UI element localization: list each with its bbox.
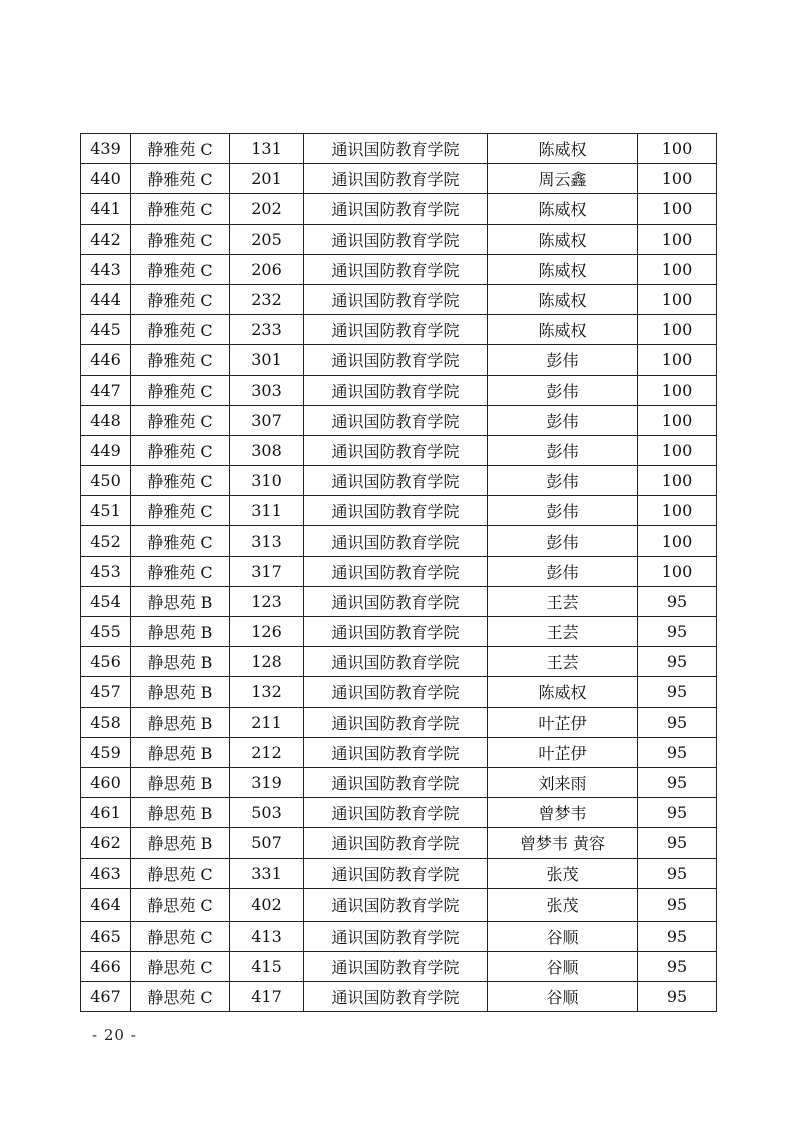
college-cell: 通识国防教育学院 [304,224,488,254]
score-cell: 95 [638,647,717,677]
score-cell: 100 [638,345,717,375]
score-cell: 100 [638,134,717,164]
room-number-cell: 205 [230,224,304,254]
row-index-cell: 454 [81,586,131,616]
row-index-cell: 439 [81,134,131,164]
counselor-cell: 叶芷伊 [488,737,638,767]
score-cell: 95 [638,951,717,981]
row-index-cell: 463 [81,858,131,888]
row-index-cell: 450 [81,466,131,496]
room-number-cell: 402 [230,888,304,921]
counselor-cell: 谷顺 [488,982,638,1012]
counselor-cell: 谷顺 [488,951,638,981]
table-body [81,134,717,1012]
score-cell: 100 [638,224,717,254]
counselor-cell: 周云鑫 [488,164,638,194]
table-row [81,224,717,254]
building-cell: 静雅苑 C [131,315,230,345]
room-number-cell: 313 [230,526,304,556]
counselor-cell: 彭伟 [488,526,638,556]
counselor-cell: 王芸 [488,586,638,616]
college-cell: 通识国防教育学院 [304,888,488,921]
room-number-cell: 311 [230,496,304,526]
building-cell: 静思苑 B [131,586,230,616]
building-cell: 静思苑 B [131,617,230,647]
score-cell: 100 [638,556,717,586]
college-cell: 通识国防教育学院 [304,737,488,767]
building-cell: 静雅苑 C [131,405,230,435]
score-cell: 100 [638,435,717,465]
table-row [81,858,717,888]
college-cell: 通识国防教育学院 [304,345,488,375]
table-row [81,951,717,981]
college-cell: 通识国防教育学院 [304,375,488,405]
college-cell: 通识国防教育学院 [304,134,488,164]
room-number-cell: 126 [230,617,304,647]
college-cell: 通识国防教育学院 [304,707,488,737]
table-row [81,375,717,405]
table-row [81,828,717,858]
room-number-cell: 307 [230,405,304,435]
counselor-cell: 陈威权 [488,254,638,284]
table-row [81,617,717,647]
table-row [81,921,717,951]
score-cell: 95 [638,798,717,828]
building-cell: 静雅苑 C [131,194,230,224]
row-index-cell: 452 [81,526,131,556]
row-index-cell: 444 [81,284,131,314]
table-row [81,134,717,164]
building-cell: 静雅苑 C [131,375,230,405]
college-cell: 通识国防教育学院 [304,194,488,224]
row-index-cell: 447 [81,375,131,405]
building-cell: 静雅苑 C [131,284,230,314]
building-cell: 静雅苑 C [131,466,230,496]
college-cell: 通识国防教育学院 [304,526,488,556]
score-cell: 100 [638,254,717,284]
score-cell: 95 [638,767,717,797]
room-number-cell: 233 [230,315,304,345]
counselor-cell: 彭伟 [488,345,638,375]
table-row [81,888,717,921]
score-cell: 100 [638,375,717,405]
counselor-cell: 王芸 [488,647,638,677]
counselor-cell: 曾梦韦 黄容 [488,828,638,858]
room-number-cell: 232 [230,284,304,314]
row-index-cell: 448 [81,405,131,435]
score-cell: 95 [638,586,717,616]
room-number-cell: 131 [230,134,304,164]
building-cell: 静雅苑 C [131,435,230,465]
room-number-cell: 301 [230,345,304,375]
row-index-cell: 446 [81,345,131,375]
table-row [81,496,717,526]
building-cell: 静雅苑 C [131,496,230,526]
counselor-cell: 彭伟 [488,375,638,405]
score-cell: 95 [638,921,717,951]
dormitory-score-table [80,133,717,1012]
table-row [81,707,717,737]
college-cell: 通识国防教育学院 [304,921,488,951]
college-cell: 通识国防教育学院 [304,982,488,1012]
counselor-cell: 彭伟 [488,435,638,465]
counselor-cell: 张茂 [488,888,638,921]
row-index-cell: 466 [81,951,131,981]
table-row [81,405,717,435]
row-index-cell: 460 [81,767,131,797]
building-cell: 静思苑 B [131,767,230,797]
counselor-cell: 刘来雨 [488,767,638,797]
building-cell: 静雅苑 C [131,224,230,254]
row-index-cell: 464 [81,888,131,921]
table-row [81,982,717,1012]
row-index-cell: 467 [81,982,131,1012]
counselor-cell: 曾梦韦 [488,798,638,828]
counselor-cell: 陈威权 [488,194,638,224]
college-cell: 通识国防教育学院 [304,496,488,526]
counselor-cell: 谷顺 [488,921,638,951]
counselor-cell: 陈威权 [488,315,638,345]
table-row [81,466,717,496]
score-cell: 95 [638,858,717,888]
college-cell: 通识国防教育学院 [304,858,488,888]
room-number-cell: 503 [230,798,304,828]
row-index-cell: 442 [81,224,131,254]
row-index-cell: 456 [81,647,131,677]
row-index-cell: 461 [81,798,131,828]
score-cell: 95 [638,707,717,737]
college-cell: 通识国防教育学院 [304,466,488,496]
counselor-cell: 彭伟 [488,466,638,496]
building-cell: 静思苑 C [131,921,230,951]
room-number-cell: 206 [230,254,304,284]
counselor-cell: 陈威权 [488,677,638,707]
row-index-cell: 455 [81,617,131,647]
counselor-cell: 叶芷伊 [488,707,638,737]
table-row [81,435,717,465]
building-cell: 静思苑 B [131,828,230,858]
room-number-cell: 211 [230,707,304,737]
row-index-cell: 465 [81,921,131,951]
building-cell: 静思苑 C [131,951,230,981]
college-cell: 通识国防教育学院 [304,828,488,858]
building-cell: 静雅苑 C [131,526,230,556]
room-number-cell: 128 [230,647,304,677]
table-row [81,677,717,707]
row-index-cell: 440 [81,164,131,194]
score-cell: 100 [638,284,717,314]
score-cell: 100 [638,164,717,194]
college-cell: 通识国防教育学院 [304,798,488,828]
building-cell: 静雅苑 C [131,556,230,586]
college-cell: 通识国防教育学院 [304,647,488,677]
score-cell: 100 [638,496,717,526]
row-index-cell: 451 [81,496,131,526]
row-index-cell: 453 [81,556,131,586]
room-number-cell: 303 [230,375,304,405]
score-cell: 95 [638,982,717,1012]
building-cell: 静雅苑 C [131,134,230,164]
score-cell: 100 [638,315,717,345]
counselor-cell: 陈威权 [488,134,638,164]
row-index-cell: 449 [81,435,131,465]
college-cell: 通识国防教育学院 [304,951,488,981]
college-cell: 通识国防教育学院 [304,435,488,465]
table-row [81,194,717,224]
table-row [81,647,717,677]
building-cell: 静思苑 B [131,798,230,828]
room-number-cell: 202 [230,194,304,224]
score-cell: 95 [638,888,717,921]
college-cell: 通识国防教育学院 [304,254,488,284]
building-cell: 静雅苑 C [131,345,230,375]
score-cell: 95 [638,677,717,707]
building-cell: 静思苑 C [131,858,230,888]
row-index-cell: 457 [81,677,131,707]
college-cell: 通识国防教育学院 [304,164,488,194]
room-number-cell: 507 [230,828,304,858]
building-cell: 静雅苑 C [131,254,230,284]
table-row [81,767,717,797]
college-cell: 通识国防教育学院 [304,677,488,707]
counselor-cell: 彭伟 [488,405,638,435]
college-cell: 通识国防教育学院 [304,556,488,586]
building-cell: 静思苑 C [131,982,230,1012]
room-number-cell: 417 [230,982,304,1012]
building-cell: 静思苑 B [131,677,230,707]
college-cell: 通识国防教育学院 [304,315,488,345]
row-index-cell: 459 [81,737,131,767]
row-index-cell: 462 [81,828,131,858]
college-cell: 通识国防教育学院 [304,284,488,314]
page-number: - 20 - [92,1026,137,1044]
room-number-cell: 331 [230,858,304,888]
building-cell: 静思苑 B [131,707,230,737]
counselor-cell: 彭伟 [488,496,638,526]
row-index-cell: 445 [81,315,131,345]
score-cell: 95 [638,617,717,647]
score-cell: 100 [638,405,717,435]
room-number-cell: 201 [230,164,304,194]
room-number-cell: 132 [230,677,304,707]
score-cell: 100 [638,466,717,496]
table-row [81,315,717,345]
table-row [81,586,717,616]
college-cell: 通识国防教育学院 [304,586,488,616]
table-row [81,526,717,556]
counselor-cell: 陈威权 [488,224,638,254]
college-cell: 通识国防教育学院 [304,767,488,797]
room-number-cell: 308 [230,435,304,465]
room-number-cell: 415 [230,951,304,981]
counselor-cell: 彭伟 [488,556,638,586]
row-index-cell: 443 [81,254,131,284]
building-cell: 静思苑 C [131,888,230,921]
room-number-cell: 413 [230,921,304,951]
room-number-cell: 123 [230,586,304,616]
table-row [81,798,717,828]
table-row [81,254,717,284]
room-number-cell: 310 [230,466,304,496]
score-cell: 95 [638,828,717,858]
table-row [81,345,717,375]
building-cell: 静雅苑 C [131,164,230,194]
counselor-cell: 王芸 [488,617,638,647]
counselor-cell: 陈威权 [488,284,638,314]
room-number-cell: 212 [230,737,304,767]
building-cell: 静思苑 B [131,647,230,677]
table-row [81,737,717,767]
score-cell: 95 [638,737,717,767]
table-row [81,556,717,586]
score-cell: 100 [638,526,717,556]
table-row [81,164,717,194]
room-number-cell: 317 [230,556,304,586]
row-index-cell: 441 [81,194,131,224]
table-row [81,284,717,314]
college-cell: 通识国防教育学院 [304,617,488,647]
row-index-cell: 458 [81,707,131,737]
room-number-cell: 319 [230,767,304,797]
counselor-cell: 张茂 [488,858,638,888]
college-cell: 通识国防教育学院 [304,405,488,435]
building-cell: 静思苑 B [131,737,230,767]
score-cell: 100 [638,194,717,224]
